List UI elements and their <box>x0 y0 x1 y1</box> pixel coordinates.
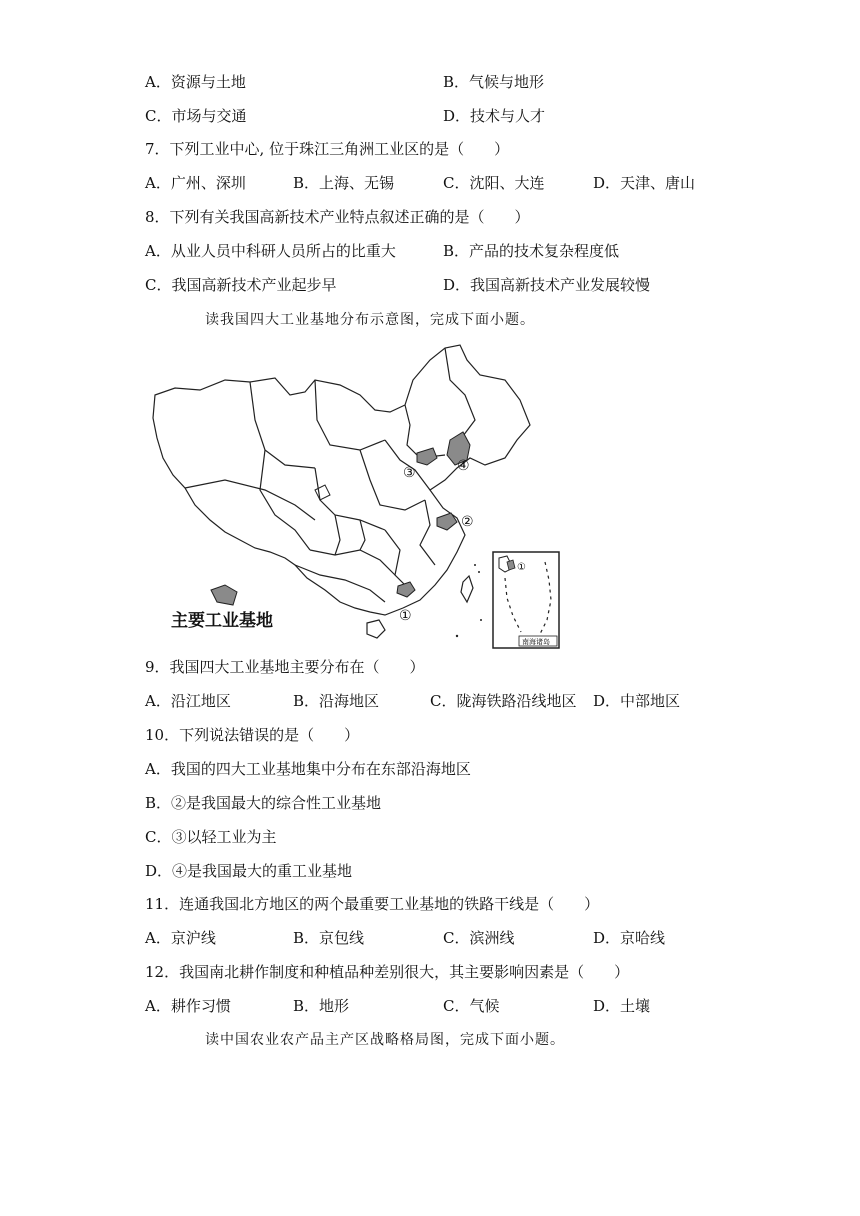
q7-option-c: C．沈阳、大连 <box>443 174 545 192</box>
q11-option-c: C．滨洲线 <box>443 929 515 947</box>
map-legend-label: 主要工业基地 <box>171 611 273 631</box>
q10-option-d: D．④是我国最大的重工业基地 <box>145 862 353 880</box>
q8-option-d: D．我国高新技术产业发展较慢 <box>443 276 651 294</box>
q9-option-d: D．中部地区 <box>593 692 681 710</box>
q10-option-c: C．③以轻工业为主 <box>145 828 277 846</box>
q9-option-a: A．沿江地区 <box>145 692 231 710</box>
marker-3: ③ <box>403 465 416 481</box>
q10-stem: 10．下列说法错误的是（ ） <box>145 726 360 744</box>
inset-marker-1: ① <box>517 562 526 573</box>
q11-option-b: B．京包线 <box>293 929 365 947</box>
q9-option-b: B．沿海地区 <box>293 692 380 710</box>
q9-stem: 9．我国四大工业基地主要分布在（ ） <box>145 658 425 676</box>
q12-option-a: A．耕作习惯 <box>145 997 231 1015</box>
q6-option-d: D．技术与人才 <box>443 107 546 125</box>
legend-swatch <box>211 585 237 605</box>
base-tibet-marker <box>315 485 330 500</box>
q6-option-a: A．资源与土地 <box>145 73 246 91</box>
q8-option-b: B．产品的技术复杂程度低 <box>443 242 620 260</box>
marker-1: ① <box>399 608 412 624</box>
q12-option-c: C．气候 <box>443 997 500 1015</box>
q8-stem: 8．下列有关我国高新技术产业特点叙述正确的是（ ） <box>145 208 530 226</box>
base-pearl-river-delta <box>397 582 415 597</box>
q12-stem: 12．我国南北耕作制度和种植品种差别很大，其主要影响因素是（ ） <box>145 963 630 981</box>
marker-4: ④ <box>457 458 470 474</box>
q12-option-b: B．地形 <box>293 997 350 1015</box>
q8-option-c: C．我国高新技术产业起步早 <box>145 276 337 294</box>
q11-option-d: D．京哈线 <box>593 929 666 947</box>
q6-option-b: B．气候与地形 <box>443 73 545 91</box>
taiwan-island <box>461 576 473 602</box>
south-china-sea-inset <box>493 552 559 648</box>
q10-option-a: A．我国的四大工业基地集中分布在东部沿海地区 <box>145 760 471 778</box>
q7-option-b: B．上海、无锡 <box>293 174 395 192</box>
q10-option-b: B．②是我国最大的综合性工业基地 <box>145 794 382 812</box>
base-jingjintang <box>417 448 437 465</box>
q8-option-a: A．从业人员中科研人员所占的比重大 <box>145 242 396 260</box>
inset-label: 南海诸岛 <box>522 638 550 646</box>
q7-option-a: A．广州、深圳 <box>145 174 246 192</box>
map-intro-text: 读我国四大工业基地分布示意图，完成下面小题。 <box>205 312 535 328</box>
q7-option-d: D．天津、唐山 <box>593 174 696 192</box>
china-industrial-base-map <box>145 340 565 650</box>
q7-stem: 7．下列工业中心, 位于珠江三角洲工业区的是（ ） <box>145 140 510 158</box>
q11-stem: 11．连通我国北方地区的两个最重要工业基地的铁路干线是（ ） <box>145 895 600 913</box>
marker-2: ② <box>461 514 474 530</box>
agri-map-intro-text: 读中国农业农产品主产区战略格局图，完成下面小题。 <box>205 1032 565 1048</box>
hainan-island <box>367 620 385 638</box>
q9-option-c: C．陇海铁路沿线地区 <box>430 692 577 710</box>
q11-option-a: A．京沪线 <box>145 929 216 947</box>
china-outline <box>153 345 530 615</box>
q6-option-c: C．市场与交通 <box>145 107 247 125</box>
q12-option-d: D．土壤 <box>593 997 651 1015</box>
